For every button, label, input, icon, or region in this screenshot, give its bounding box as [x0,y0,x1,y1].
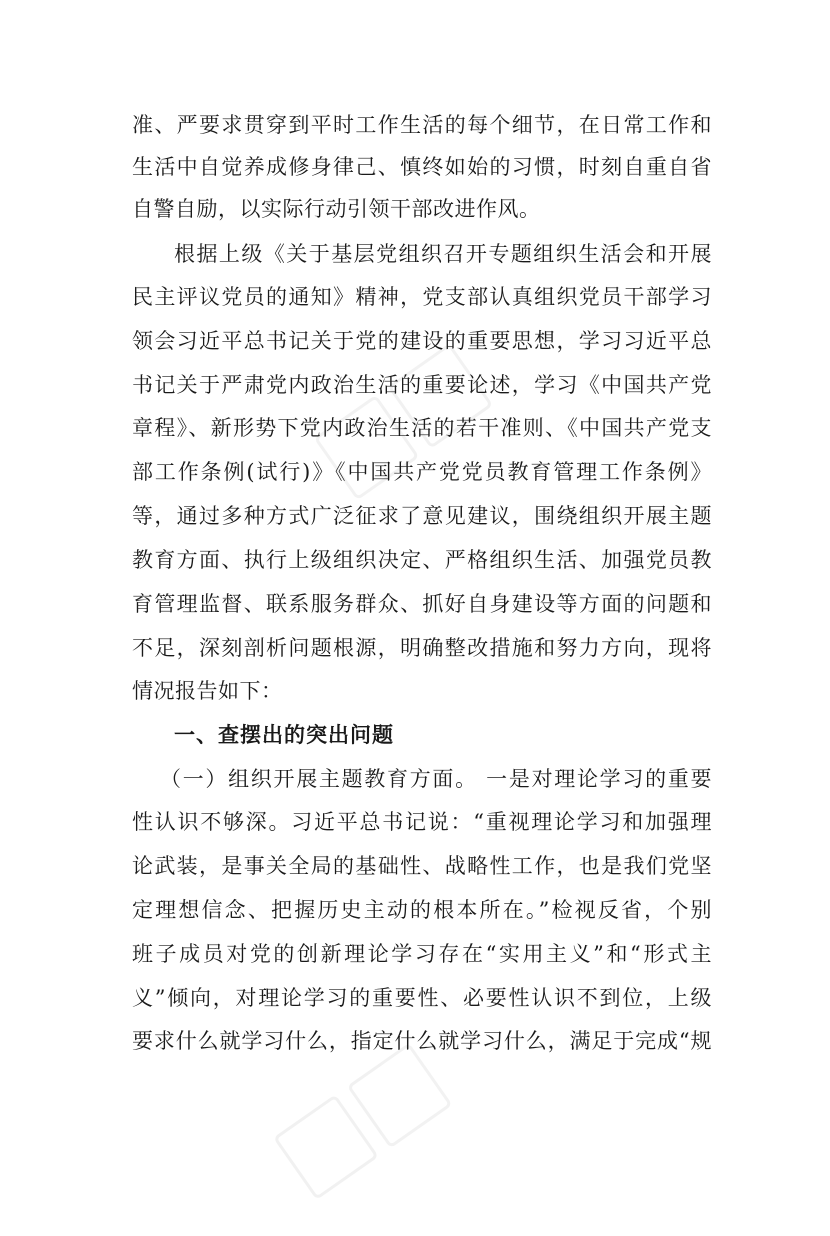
paragraph-line: 书记关于严肃党内政治生活的重要论述，学习《中国共产党 [132,373,712,397]
paragraph-line: 育管理监督、联系服务群众、抓好自身建设等方面的问题和 [132,592,712,616]
paragraph-line: 部工作条例(试行)》《中国共产党党员教育管理工作条例》 [132,460,712,484]
paragraph-line: 不足，深刻剖析问题根源，明确整改措施和努力方向，现将 [132,636,712,660]
paragraph-line: 根据上级《关于基层党组织召开专题组织生活会和开展 [174,242,712,266]
paragraph-line: 民主评议党员的通知》精神，党支部认真组织党员干部学习 [132,285,712,309]
paragraph-line: 论武装，是事关全局的基础性、战略性工作，也是我们党坚 [132,854,712,878]
paragraph-line: 要求什么就学习什么，指定什么就学习什么，满足于完成“规 [132,1029,712,1053]
paragraph-line: 领会习近平总书记关于党的建设的重要思想，学习习近平总 [132,329,712,353]
paragraph-line: 义”倾向，对理论学习的重要性、必要性认识不到位，上级 [132,986,712,1010]
paragraph-line: （一）组织开展主题教育方面。 一是对理论学习的重要 [160,767,712,791]
watermark-mark [262,984,539,1236]
section-heading: 一、查摆出的突出问题 [174,723,394,747]
paragraph-line: 准、严要求贯穿到平时工作生活的每个细节，在日常工作和 [132,113,712,137]
paragraph-line: 情况报告如下： [132,679,283,703]
paragraph-line: 等，通过多种方式广泛征求了意见建议，围绕组织开展主题 [132,504,712,528]
paragraph-line: 自警自励，以实际行动引领干部改进作风。 [132,197,541,221]
paragraph-line: 生活中自觉养成修身律己、慎终如始的习惯，时刻自重自省 [132,155,712,179]
paragraph-line: 性认识不够深。习近平总书记说：“重视理论学习和加强理 [132,810,712,834]
paragraph-line: 定理想信念、把握历史主动的根本所在。”检视反省，个别 [132,898,712,922]
paragraph-line: 章程》、新形势下党内政治生活的若干准则、《中国共产党支 [132,416,712,440]
paragraph-line: 教育方面、执行上级组织决定、严格组织生活、加强党员教 [132,548,712,572]
paragraph-line: 班子成员对党的创新理论学习存在“实用主义”和“形式主 [132,942,712,966]
